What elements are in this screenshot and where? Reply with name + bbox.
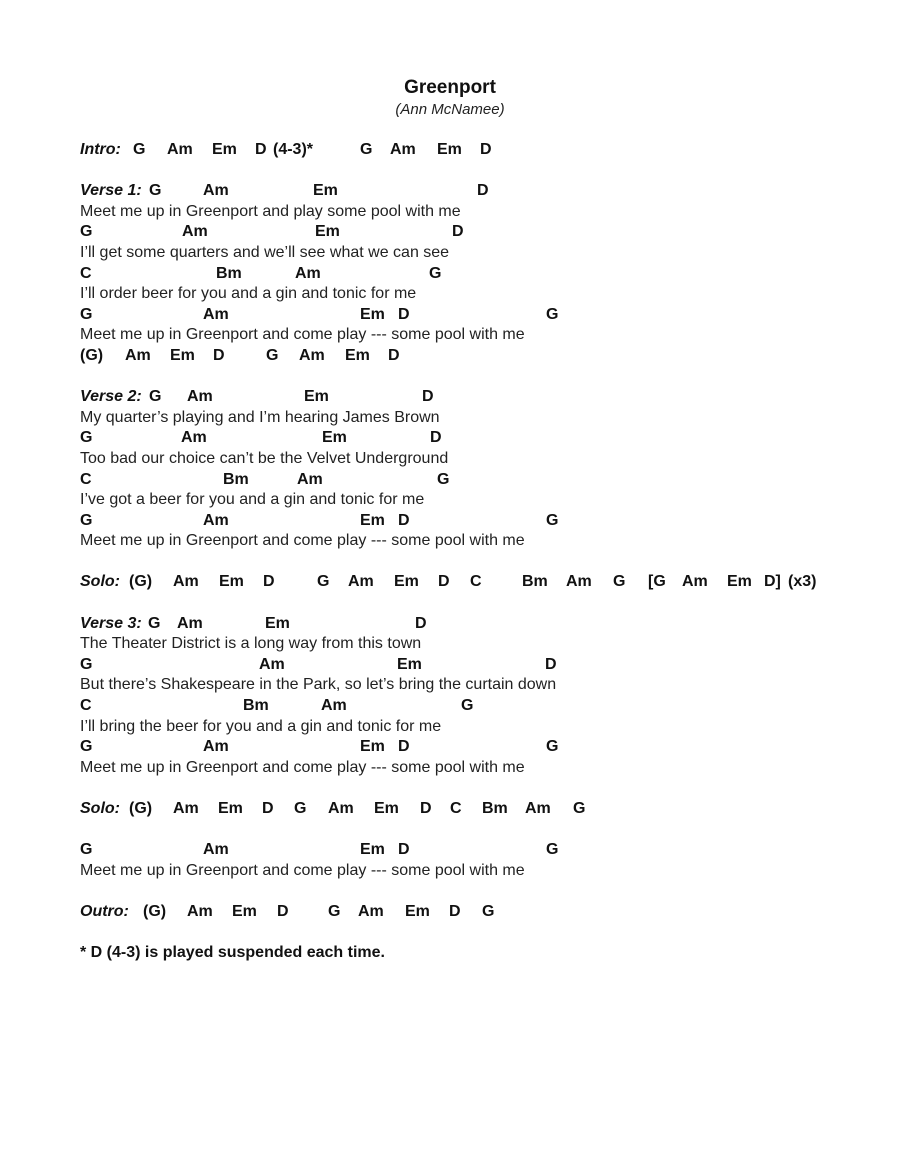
section-label: Verse 2: (80, 388, 142, 406)
chord-line (0, 469, 900, 490)
chord-line (0, 736, 900, 757)
chord: Em (313, 182, 338, 200)
chord: D (415, 614, 427, 632)
chord: D (422, 388, 434, 406)
chord: G (149, 388, 162, 406)
chord: D (398, 511, 410, 529)
lyric-line (0, 674, 900, 695)
chord: G (360, 141, 373, 158)
lyric-line (0, 757, 900, 778)
chord: G (148, 614, 161, 632)
chord: C (470, 573, 482, 591)
chord-line (0, 263, 900, 284)
chord: Am (203, 511, 229, 529)
chord: G (80, 655, 93, 673)
lyric-line (0, 242, 900, 263)
chord: G (429, 264, 442, 282)
lyric-line (0, 407, 900, 428)
chord: Am (187, 388, 213, 406)
lyric-line (0, 201, 900, 222)
chord: C (80, 264, 92, 282)
lyric-line (0, 633, 900, 654)
chord: Em (360, 511, 385, 529)
block-outro (0, 901, 900, 922)
chord: D (452, 223, 464, 241)
chord: Am (203, 738, 229, 756)
lyric-text: My quarter’s playing and I’m hearing James Brown (80, 408, 440, 426)
chord: Em (265, 614, 290, 632)
chord: G (613, 573, 626, 591)
lyric-line (0, 489, 900, 510)
chord: Am (203, 841, 229, 859)
lyric-line (0, 860, 900, 881)
chord: Bm (216, 264, 242, 282)
chord-line (0, 304, 900, 325)
chord-line (0, 613, 900, 634)
chord: Em (360, 841, 385, 859)
chord: (G) (80, 346, 104, 364)
chord: Am (182, 223, 208, 241)
chord: Em (219, 573, 244, 591)
chord: Am (525, 800, 551, 817)
lyric-text: The Theater District is a long way from this town (80, 635, 422, 653)
chord: (G) (129, 800, 153, 817)
chord: G (546, 738, 559, 756)
chord: D (388, 346, 400, 364)
song-body (0, 139, 900, 963)
lyric-text: I’ll bring the beer for you and a gin and tonic for me (80, 717, 442, 735)
chord: Em (360, 738, 385, 756)
chord: Am (321, 697, 347, 715)
chord: (4-3)* (273, 141, 314, 158)
chord: D (438, 573, 450, 591)
chord-line (0, 798, 900, 819)
chord: Em (397, 655, 422, 673)
chord: Am (328, 800, 354, 817)
block-intro (0, 139, 900, 160)
lyric-text: Meet me up in Greenport and come play --- some pool with me (80, 532, 525, 550)
chord: Em (304, 388, 329, 406)
chord: Am (299, 346, 325, 364)
chord: G (133, 141, 146, 158)
song-author: (Ann McNamee) (395, 101, 505, 118)
chord: D (420, 800, 432, 817)
chord: D (398, 305, 410, 323)
chord: Am (348, 573, 374, 591)
chord: Am (390, 141, 416, 158)
chord-line (0, 510, 900, 531)
chord: Am (297, 470, 323, 488)
lyric-line (0, 530, 900, 551)
chord: Em (360, 305, 385, 323)
chord: Am (181, 429, 207, 447)
chord: Em (374, 800, 399, 817)
chord-line (0, 695, 900, 716)
chord: Bm (243, 697, 269, 715)
chord: D (263, 573, 275, 591)
chord: G (80, 841, 93, 859)
chord: G (328, 902, 341, 920)
chord-line (0, 221, 900, 242)
chord: D] (764, 573, 781, 591)
chord-line (0, 180, 900, 201)
footnote-line (0, 942, 900, 963)
block-solo-2 (0, 798, 900, 819)
block-final-refrain (0, 839, 900, 880)
chord: G (437, 470, 450, 488)
section-label: Solo: (80, 573, 120, 591)
chord-line (0, 839, 900, 860)
chord: G (482, 902, 495, 920)
section-label: Solo: (80, 800, 120, 817)
chord: G (80, 305, 93, 323)
chord: (G) (129, 573, 153, 591)
block-verse-1 (0, 180, 900, 365)
chord: Em (170, 346, 195, 364)
chord: Bm (522, 573, 548, 591)
chord: C (80, 697, 92, 715)
chord: Am (177, 614, 203, 632)
lyric-text: Meet me up in Greenport and come play --- some pool with me (80, 758, 525, 776)
lyric-line (0, 716, 900, 737)
chord: Em (232, 902, 257, 920)
chord: Am (259, 655, 285, 673)
chord: G (266, 346, 279, 364)
chord: G (546, 841, 559, 859)
chord: D (262, 800, 274, 817)
chord-line (0, 386, 900, 407)
chord: C (80, 470, 92, 488)
chord: G (80, 429, 93, 447)
chord: D (398, 841, 410, 859)
lyric-line (0, 324, 900, 345)
chord: G (317, 573, 330, 591)
chord: D (255, 141, 267, 158)
chord: (x3) (788, 573, 817, 591)
chord: G (573, 800, 586, 817)
song-title: Greenport (404, 77, 496, 98)
chord: Am (682, 573, 708, 591)
chord: Am (358, 902, 384, 920)
chord: Am (566, 573, 592, 591)
chord-line (0, 139, 900, 160)
chord: [G (648, 573, 666, 591)
chord: Em (212, 141, 237, 158)
chord: G (546, 511, 559, 529)
chord: G (80, 738, 93, 756)
section-label: Verse 3: (80, 614, 142, 632)
chord: D (430, 429, 442, 447)
chord: Em (315, 223, 340, 241)
chord: G (461, 697, 474, 715)
chord: Am (203, 182, 229, 200)
chord: G (80, 223, 93, 241)
chord: Bm (223, 470, 249, 488)
lyric-text: Meet me up in Greenport and come play --- some pool with me (80, 326, 525, 344)
lyric-line (0, 448, 900, 469)
chord: Em (322, 429, 347, 447)
block-verse-2 (0, 386, 900, 551)
chord: Am (203, 305, 229, 323)
chord: D (545, 655, 557, 673)
lyric-text: I’ll get some quarters and we’ll see what we can see (80, 243, 450, 261)
section-label: Intro: (80, 141, 121, 158)
lyric-line (0, 283, 900, 304)
lyric-text: I’ll order beer for you and a gin and tonic for me (80, 285, 417, 303)
chord: Bm (482, 800, 508, 817)
chord: Em (727, 573, 752, 591)
block-verse-3 (0, 613, 900, 778)
chord-line (0, 901, 900, 922)
chord: D (398, 738, 410, 756)
chord: Am (187, 902, 213, 920)
chord: G (80, 511, 93, 529)
lyric-text: Meet me up in Greenport and play some pool with me (80, 202, 461, 220)
chord: Em (394, 573, 419, 591)
chord: Em (437, 141, 462, 158)
chord: D (449, 902, 461, 920)
chord: Am (173, 573, 199, 591)
section-label: Outro: (80, 902, 129, 920)
chord-line (0, 345, 900, 366)
chord: Am (295, 264, 321, 282)
chord: D (480, 141, 492, 158)
lyric-text: Too bad our choice can’t be the Velvet Underground (80, 449, 449, 467)
chord: (G) (143, 902, 167, 920)
block-footnote (0, 942, 900, 963)
chord: D (477, 182, 489, 200)
chord: D (277, 902, 289, 920)
chord: Am (173, 800, 199, 817)
chord: Em (218, 800, 243, 817)
lyric-text: But there’s Shakespeare in the Park, so let’s bring the curtain down (80, 676, 557, 694)
section-label: Verse 1: (80, 182, 142, 200)
chord: G (294, 800, 307, 817)
chord: Em (345, 346, 370, 364)
chord: Am (167, 141, 193, 158)
chord: D (213, 346, 225, 364)
chord-line (0, 654, 900, 675)
chord: Em (405, 902, 430, 920)
chord-line (0, 571, 900, 592)
footnote-text: * D (4-3) is played suspended each time. (80, 944, 385, 962)
lyric-text: I’ve got a beer for you and a gin and tonic for me (80, 491, 425, 509)
chord: Am (125, 346, 151, 364)
block-solo-1 (0, 571, 900, 592)
chord: G (546, 305, 559, 323)
chord: G (149, 182, 162, 200)
chord: C (450, 800, 462, 817)
chord-line (0, 427, 900, 448)
lyric-text: Meet me up in Greenport and come play --- some pool with me (80, 861, 525, 879)
